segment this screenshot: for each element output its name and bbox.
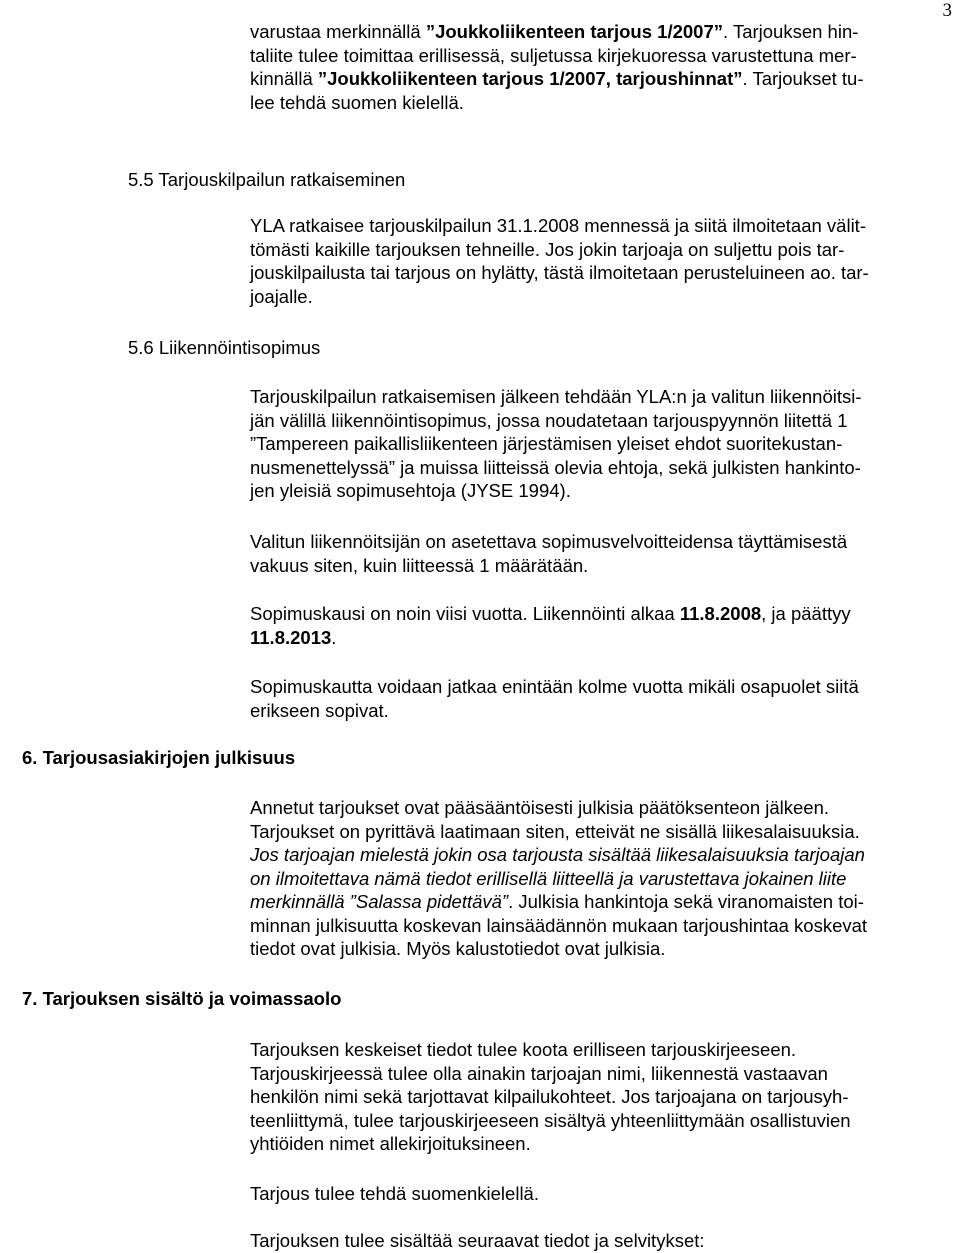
text-line: Tarjoukset on pyrittävä laatimaan siten, etteivät ne sisällä liikesalaisuuksia. (250, 820, 860, 842)
text-line: varustaa merkinnällä ”Joukkoliikenteen tarjous 1/2007”. Tarjouksen hin- (250, 21, 859, 42)
text-line: Annetut tarjoukset ovat pääsääntöisesti julkisia päätöksenteon jälkeen. (250, 797, 830, 818)
text-line: vakuus siten, kuin liitteessä 1 määrätään. (250, 554, 589, 576)
section-7-paragraph-2 (250, 1182, 950, 1206)
text-line: tiedot ovat julkisia. Myös kalustotiedot ovat julkisia. (250, 938, 666, 959)
text-line: minnan julkisuutta koskevan lainsäädännön mukaan tarjoushintaa koskevat (250, 914, 868, 936)
text-line: jän välillä liikennöintisopimus, jossa noudatetaan tarjouspyynnön liitettä 1 (250, 409, 848, 431)
intro-paragraph (250, 20, 950, 114)
text-line: joajalle. (250, 285, 313, 307)
section-5-6-paragraph-2 (250, 530, 950, 577)
text-line: Sopimuskautta voidaan jatkaa enintään kolme vuotta mikäli osapuolet siitä (250, 676, 859, 697)
text-line: Valitun liikennöitsijän on asetettava sopimusvelvoitteidensa täyttämisestä (250, 531, 848, 552)
text-line: Sopimuskausi on noin viisi vuotta. Liikennöinti alkaa 11.8.2008, ja päättyy (250, 603, 851, 624)
text-line: Tarjouksen tulee sisältää seuraavat tiedot ja selvitykset: (250, 1230, 705, 1251)
text-line: Tarjouskirjeessä tulee olla ainakin tarjoajan nimi, liikennestä vastaavan (250, 1062, 828, 1084)
text-line: nusmenettelyssä” ja muissa liitteissä olevia ehtoja, sekä julkisten hankinto- (250, 456, 861, 478)
text-line: Tarjous tulee tehdä suomenkielellä. (250, 1183, 539, 1204)
text-line: jouskilpailusta tai tarjous on hylätty, tästä ilmoitetaan perusteluineen ao. tar- (250, 262, 869, 283)
section-5-5-paragraph (250, 214, 950, 308)
section-5-6-paragraph-1 (250, 385, 950, 503)
text-line: Tarjouksen keskeiset tiedot tulee koota erilliseen tarjouskirjeeseen. (250, 1039, 797, 1060)
page-number: 3 (942, 0, 952, 21)
section-5-6-paragraph-4 (250, 675, 950, 722)
text-line: merkinnällä ”Salassa pidettävä”. Julkisia hankintoja sekä viranomaisten toi- (250, 891, 864, 912)
section-7-paragraph-1 (250, 1038, 950, 1156)
text-line: jen yleisiä sopimusehtoja (JYSE 1994). (250, 480, 571, 501)
section-5-6-paragraph-3 (250, 602, 950, 649)
text-line: YLA ratkaisee tarjouskilpailun 31.1.2008 mennessä ja siitä ilmoitetaan välit- (250, 215, 866, 236)
text-line: on ilmoitettava nämä tiedot erillisellä liitteellä ja varustettava jokainen liite (250, 867, 847, 889)
section-5-5-heading: 5.5 Tarjouskilpailun ratkaiseminen (128, 169, 406, 190)
text-line: henkilön nimi sekä tarjottavat kilpailukohteet. Jos tarjoajana on tarjousyh- (250, 1086, 849, 1107)
text-line: taliite tulee toimittaa erillisessä, suljetussa kirjekuoressa varustettuna mer- (250, 44, 857, 66)
text-line: yhtiöiden nimet allekirjoituksineen. (250, 1133, 531, 1154)
section-7-paragraph-3 (250, 1229, 950, 1253)
text-line: kinnällä ”Joukkoliikenteen tarjous 1/2007, tarjoushinnat”. Tarjoukset tu- (250, 68, 864, 89)
section-7-heading: 7. Tarjouksen sisältö ja voimassaolo (22, 988, 342, 1009)
text-line: Tarjouskilpailun ratkaisemisen jälkeen tehdään YLA:n ja valitun liikennöitsi- (250, 386, 862, 407)
text-line: teenliittymä, tulee tarjouskirjeeseen sisältyä yhteenliittymään osallistuvien (250, 1109, 851, 1131)
text-line: lee tehdä suomen kielellä. (250, 91, 464, 113)
text-line: tömästi kaikille tarjouksen tehneille. Jos jokin tarjoaja on suljettu pois tar- (250, 238, 845, 260)
section-6-heading: 6. Tarjousasiakirjojen julkisuus (22, 747, 296, 768)
section-5-6-heading: 5.6 Liikennöintisopimus (128, 337, 321, 358)
text-line: Jos tarjoajan mielestä jokin osa tarjousta sisältää liikesalaisuuksia tarjoajan (250, 844, 865, 865)
text-line: erikseen sopivat. (250, 699, 389, 721)
text-line: ”Tampereen paikallisliikenteen järjestämisen yleiset ehdot suoritekustan- (250, 433, 843, 454)
text-line: 11.8.2013. (250, 626, 337, 648)
section-6-paragraph (250, 796, 950, 961)
